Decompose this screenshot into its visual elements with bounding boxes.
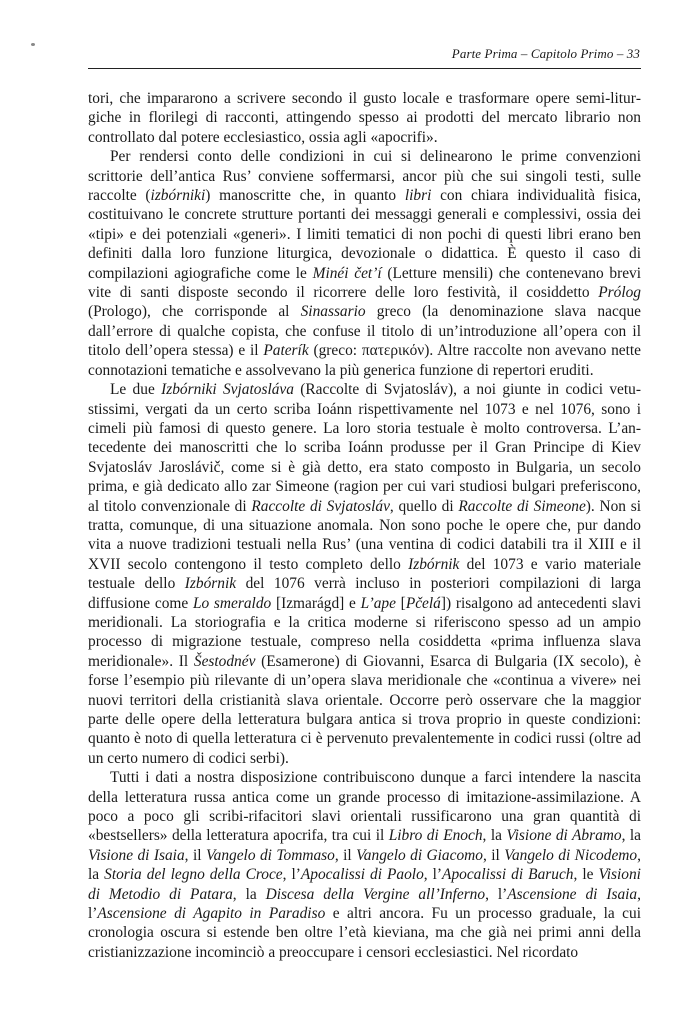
text-run: del 1076 verrà incluso in posteriori compilazioni di larga diffusione come	[88, 575, 641, 612]
text-run: , l’	[423, 866, 443, 884]
text-run: (greco: πατερικόν). Altre raccolte non avevano nette connotazioni tematiche e assolvevano la più generica funzione di repertori eruditi.	[88, 342, 641, 379]
text-run: , le	[573, 866, 599, 884]
text-run: , la	[621, 827, 641, 845]
header-rule	[88, 68, 641, 69]
italic-run: Raccolte di Simeone	[458, 497, 586, 515]
text-run: , l’	[282, 866, 301, 884]
text-run: Per rendersi conto delle condizioni in cui si delinearono le prime convenzioni scrittorie dell’antica Rus’ conviene soffermarsi, ancor più che sui singoli testi, sulle raccolte (	[88, 148, 641, 205]
text-run: e altri ancora. Fu un processo graduale, la cui cronologia oscura si estende ben oltre l’età kieviana, ma che già nei primi anni della cristianizzazione incominciò a preoccupare i censori ecclesiastici. Nel ricordato	[88, 905, 641, 961]
text-run: ]) risalgono ad antecedenti slavi meridionali. La storiografia e la critica moderne si riferiscono spesso ad un ampio processo di migrazione testuale, compreso nella cosiddetta «prima influenza slava meridionale». Il	[88, 594, 641, 670]
text-run: , quello di	[389, 497, 459, 515]
italic-run: Visione di Abramo	[506, 827, 622, 845]
italic-run: Visioni di Metodio di Patara	[88, 866, 641, 903]
text-run: [Izmarágd] e	[271, 594, 361, 612]
italic-run: Vangelo di Nicodemo	[504, 846, 638, 864]
italic-run: Storia del legno della Croce	[104, 866, 283, 884]
italic-run: Ascensione di Isaia	[507, 885, 638, 903]
italic-run: Izbórnik	[184, 575, 237, 593]
body-text	[88, 89, 641, 962]
text-run: [	[395, 594, 406, 612]
text-run: , la	[232, 885, 266, 903]
text-run: tori, che impararono a scrivere secondo il gusto locale e trasformare opere semi-liturgiche in florilegi di racconti, attingendo spesso ai prodotti del mercato librario non controllato dal potere ecclesiastico, ossia agli «apocrifi».	[88, 90, 641, 146]
italic-run: Discesa della Vergine all’Inferno	[265, 885, 486, 903]
italic-run: Apocalissi di Paolo	[300, 866, 424, 884]
text-run: greco (la denominazione slava nacque dall’errore di qualche copista, che confuse il titolo di un’introduzione all’opera con il titolo dell’opera stessa) e il	[88, 303, 642, 360]
italic-run: Paterík	[263, 342, 309, 360]
italic-run: Sinassario	[300, 303, 366, 321]
text-run: Tutti i dati a nostra disposizione contribuiscono dunque a farci intendere la nascita della letteratura russa antica come un grande processo di imitazione-assimilazione. A poco a poco gli scribi-rifacitori slavi orientali russificarono una gran quantità di «bestsellers» della letteratura apocrifa, tra cui il	[88, 769, 641, 845]
paragraph-4	[88, 768, 641, 962]
text-run: (Prologo), che corrisponde al	[88, 303, 301, 321]
text-run: , la	[482, 827, 507, 845]
text-run: , il	[184, 846, 206, 864]
italic-run: Lo smeraldo	[192, 594, 272, 612]
italic-run: Pčelá	[405, 594, 441, 612]
text-run: , l’	[485, 885, 508, 903]
text-run: ). Non si tratta, comunque, di una situazione anomala. Non sono poche le opere che, pur dando vita a nuove tradizioni testuali nella Rus’ (una ventina di codici databili tra il XIII e il XVII secolo contengono il testo completo dello	[88, 497, 641, 573]
paragraph-2	[88, 147, 641, 380]
text-run: , il	[334, 846, 357, 864]
paragraph-1	[88, 89, 641, 147]
text-run: Le due	[110, 381, 162, 399]
text-run: (Esamerone) di Giovanni, Esarca di Bulgaria (IX secolo), è forse l’esempio più rilevante di un’opera slava meridionale che «continua a vivere» nei nuovi territori della cristianità slava orientale. Occorre però osservare che la maggior parte delle opere della letteratura bulgara antica si trova proprio in queste condizioni: quanto è noto di quella letteratura ci è pervenuto prevalentemente in codici russi (oltre ad un certo numero di codici serbi).	[88, 652, 641, 767]
italic-run: Izbórnik	[408, 555, 460, 573]
italic-run: Visione di Isaia	[88, 846, 185, 864]
italic-run: Vangelo di Giacomo	[356, 846, 483, 864]
text-run: del 1073 e vario materiale testuale dello	[88, 555, 641, 593]
italic-run: Minéi čet’í	[312, 264, 382, 282]
italic-run: libri	[404, 187, 432, 205]
scan-speck	[31, 43, 35, 46]
italic-run: Izbórniki Svjatosláva	[161, 381, 294, 399]
text-run: , il	[482, 846, 505, 864]
italic-run: L’ape	[360, 594, 396, 612]
italic-run: Prólog	[598, 284, 641, 302]
text-run: (Letture mensili) che contenevano brevi vite di santi disposte secondo il ricorrere delle loro festività, il cosiddetto	[88, 264, 641, 302]
italic-run: Vangelo di Tommaso	[205, 846, 335, 864]
italic-run: Ascensione di Agapito in Paradiso	[97, 905, 326, 923]
running-header: Parte Prima – Capitolo Primo – 33	[451, 46, 640, 61]
text-run: , l’	[88, 885, 641, 923]
text-run: ) manoscritte che, in quanto	[205, 187, 405, 205]
text-run: con chiara individualità fisica, costituivano le concrete strutture portanti dei messaggi generali e complessivi, ossia dei «tipi» e dei potenziali «generi». I limiti tematici di non pochi di questi libri erano ben definiti dalla loro funzione liturgica, devozionale o didattica. È questo il caso di compilazioni agiografiche come le	[88, 187, 641, 282]
italic-run: Šestodnév	[193, 652, 256, 670]
paragraph-3	[88, 380, 641, 768]
text-run: (Raccolte di Svjatosláv), a noi giunte in codici vetustissimi, vergati da un certo scriba Ioánn rispettivamente nel 1073 e nel 1076, sono i cimeli più famosi di questo genere. La loro storia testuale è molto controversa. L’antecedente dei manoscritti che lo scriba Ioánn produsse per il Gran Principe di Kiev Svjatosláv Jaroslávič, come si è già detto, era stato composto in Bulgaria, un secolo prima, e già dedicato allo zar Simeone (ragion per cui vari studiosi bulgari preferiscono, al titolo convenzionale di	[88, 381, 642, 515]
text-run: , la	[88, 846, 641, 884]
italic-run: Libro di Enoch	[388, 827, 483, 845]
italic-run: izbórniki	[150, 187, 206, 205]
italic-run: Raccolte di Svjatosláv	[251, 497, 390, 515]
italic-run: Apocalissi di Baruch	[442, 866, 574, 884]
